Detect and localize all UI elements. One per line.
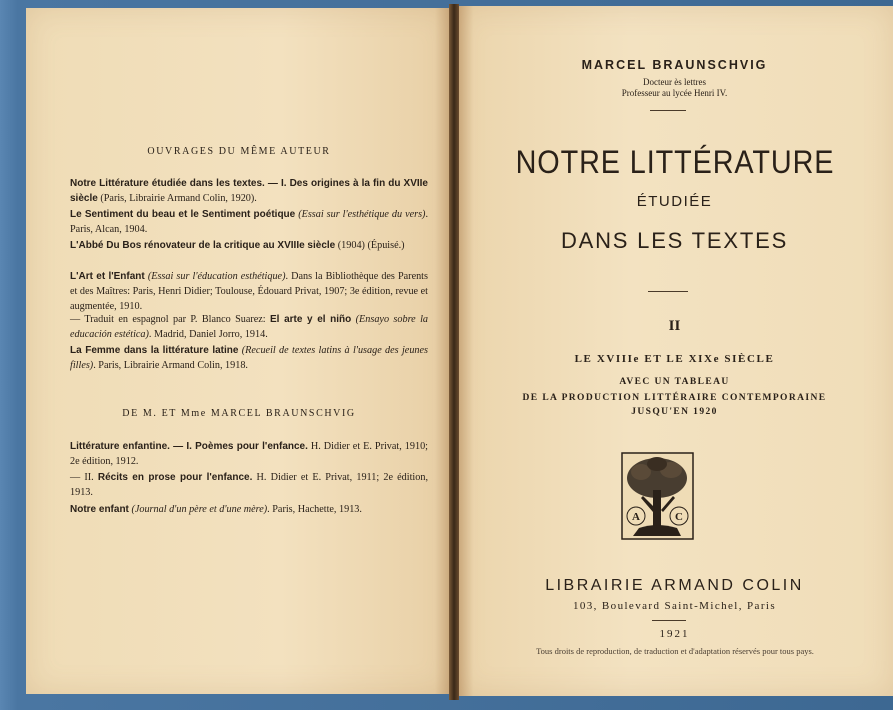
- publisher-address: 103, Boulevard Saint-Michel, Paris: [572, 600, 777, 612]
- svg-text:A: A: [632, 511, 640, 523]
- work-entry: — Traduit en espagnol par P. Blanco Suarez: El arte y el niño (Ensayo sobre la educación estética). Madrid, Daniel Jorro, 1914.: [70, 314, 428, 340]
- divider: [652, 620, 686, 621]
- subtitle-line: AVEC UN TABLEAU: [619, 377, 730, 387]
- work-entry: Littérature enfantine. — I. Poèmes pour l'enfance. H. Didier et E. Privat, 1910; 2e édition, 1912.: [70, 441, 428, 467]
- work-entry: La Femme dans la littérature latine (Recueil de textes latins à l'usage des jeunes filles). Paris, Librairie Armand Colin, 1918.: [70, 345, 428, 371]
- work-entry: Le Sentiment du beau et le Sentiment poétique (Essai sur l'esthétique du vers). Paris, Alcan, 1904.: [70, 209, 428, 235]
- joint-works-heading: DE M. ET Mme MARCEL BRAUNSCHVIG: [122, 408, 356, 419]
- work-entry: L'Abbé Du Bos rénovateur de la critique au XVIIIe siècle (1904) (Épuisé.): [70, 240, 405, 251]
- subtitle-line: DE LA PRODUCTION LITTÉRAIRE CONTEMPORAINE: [522, 393, 827, 403]
- volume-number: II: [668, 318, 681, 334]
- author-name: MARCEL BRAUNSCHVIG: [581, 58, 768, 72]
- book-title-end: DANS LES TEXTES: [560, 228, 789, 253]
- work-entry: Notre Littérature étudiée dans les textes. — I. Des origines à la fin du XVIIe siècle (Paris, Librairie Armand Colin, 1920).: [70, 178, 428, 204]
- author-credential: Professeur au lycée Henri IV.: [621, 88, 728, 98]
- book-gutter: [449, 4, 459, 700]
- book-title: NOTRE LITTÉRATURE: [515, 144, 835, 180]
- subtitle-line: JUSQU'EN 1920: [631, 407, 718, 417]
- work-entry: L'Art et l'Enfant (Essai sur l'éducation esthétique). Dans la Bibliothèque des Parents et des Maîtres: Paris, Henri Didier; Toulouse, Édouard Privat, 1907; 3e édition, revue et augmentée, 1910.: [70, 271, 428, 312]
- publisher-name: LIBRAIRIE ARMAND COLIN: [545, 577, 804, 594]
- publication-year: 1921: [659, 628, 690, 640]
- divider: [650, 110, 686, 111]
- rights-notice: Tous droits de reproduction, de traduction et d'adaptation réservés pour tous pays.: [536, 646, 814, 656]
- author-credential: Docteur ès lettres: [643, 77, 706, 87]
- other-works-heading: OUVRAGES DU MÊME AUTEUR: [147, 146, 331, 157]
- svg-text:C: C: [675, 511, 683, 523]
- work-entry: Notre enfant (Journal d'un père et d'une mère). Paris, Hachette, 1913.: [70, 504, 362, 515]
- book-title-middle: ÉTUDIÉE: [636, 193, 713, 210]
- work-entry: — II. Récits en prose pour l'enfance. H. Didier et E. Privat, 1911; 2e édition, 1913.: [70, 472, 428, 498]
- divider: [648, 291, 688, 292]
- publisher-logo-icon: [621, 452, 694, 540]
- volume-subtitle: LE XVIIIe ET LE XIXe SIÈCLE: [574, 353, 775, 365]
